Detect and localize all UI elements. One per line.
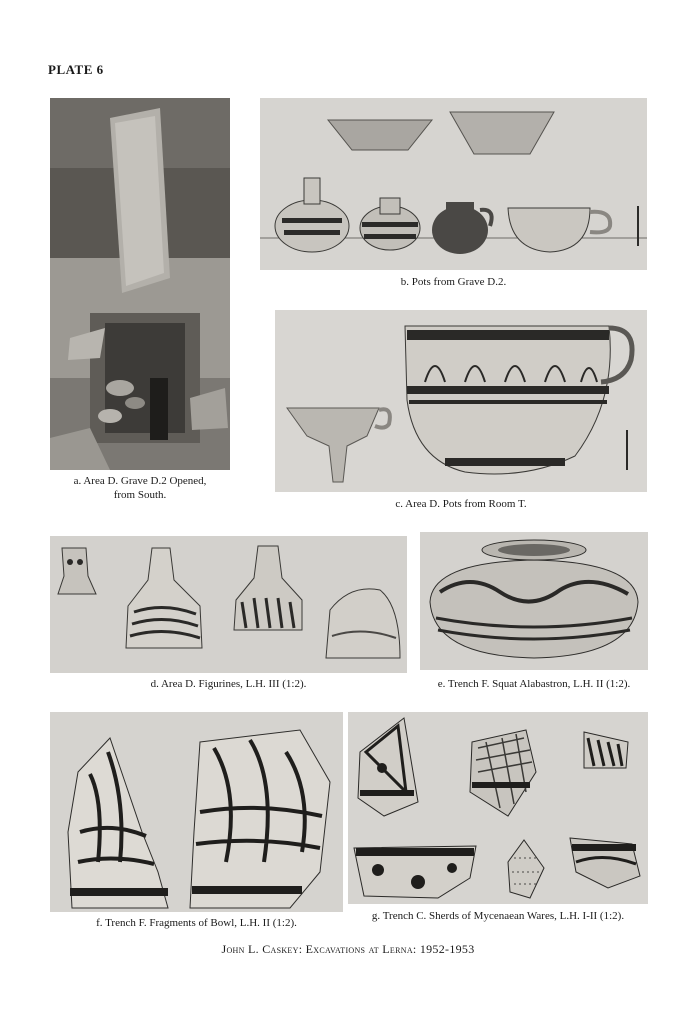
photo-squat-alabastron	[420, 532, 648, 670]
photo-mycenaean-sherds	[348, 712, 648, 904]
photo-grave-d2	[50, 98, 230, 470]
footer-title: Excavations at Lerna	[305, 942, 413, 956]
caption-c: c. Area D. Pots from Room T.	[395, 498, 527, 510]
photo-bowl-fragments	[50, 712, 343, 912]
caption-f: f. Trench F. Fragments of Bowl, L.H. II (1:2).	[96, 917, 297, 929]
photo-figurines	[50, 536, 407, 673]
caption-a	[50, 474, 230, 502]
caption-d: d. Area D. Figurines, L.H. III (1:2).	[150, 678, 307, 690]
caption-g: g. Trench C. Sherds of Mycenaean Wares, L.H. I-II (1:2).	[371, 910, 625, 922]
footer-years: 1952-1953	[419, 942, 475, 956]
photo-pots-room-t	[275, 310, 647, 492]
caption-a-line1: a. Area D. Grave D.2 Opened,	[73, 475, 207, 487]
photo-pots-grave-d2	[260, 98, 647, 270]
plate-label: PLATE 6	[48, 62, 104, 77]
page-footer: John L. Caskey: Excavations at Lerna: 1952-1953	[221, 942, 475, 956]
footer-author: John L. Caskey	[221, 942, 299, 956]
caption-b: b. Pots from Grave D.2.	[400, 276, 507, 288]
caption-a-line2: from South.	[113, 489, 167, 501]
caption-e: e. Trench F. Squat Alabastron, L.H. II (1:2).	[437, 678, 631, 690]
